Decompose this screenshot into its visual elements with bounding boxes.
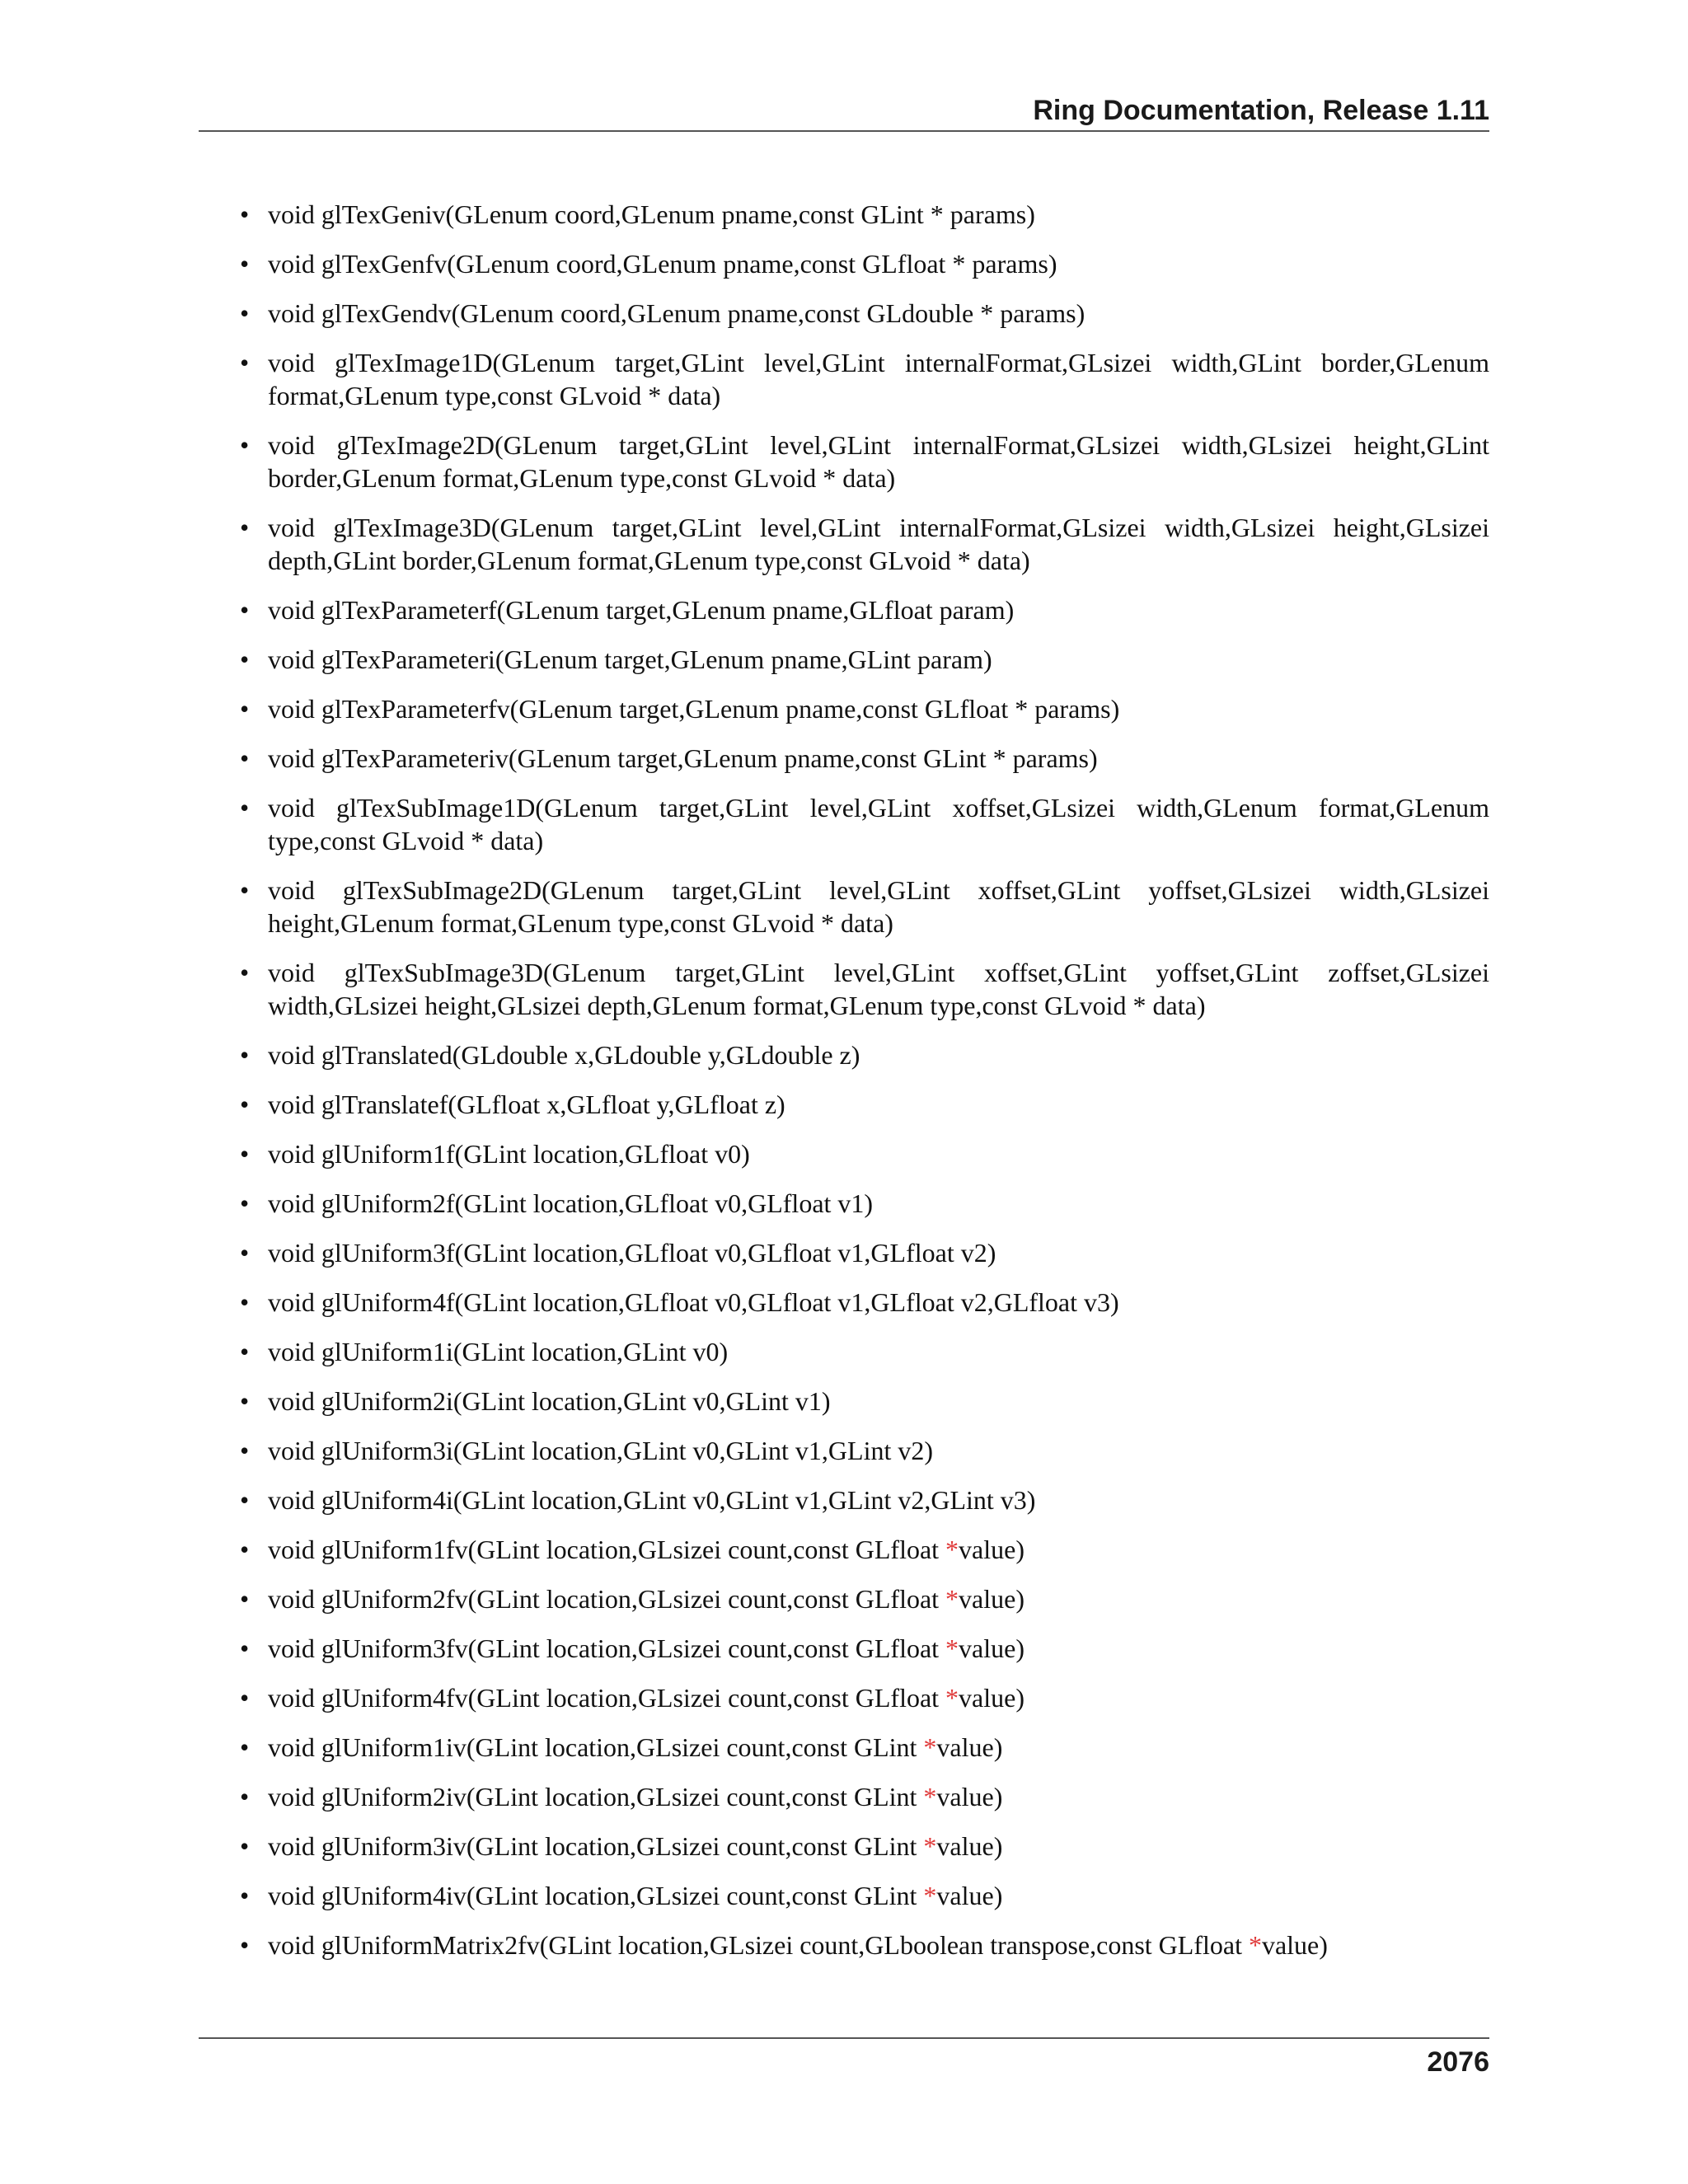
pointer-star-mark: * xyxy=(945,1535,959,1564)
function-signature: void glTexSubImage3D(GLenum target,GLint level,GLint xoffset,GLint yoffset,GLint zoffset,GLsizei width,GLsizei height,GLsizei depth,GLenum format,GLenum type,const GLvoid * data) xyxy=(268,958,1489,1020)
list-item xyxy=(199,1830,1489,1863)
function-signature: void glTranslatef(GLfloat x,GLfloat y,GLfloat z) xyxy=(268,1090,785,1119)
list-item xyxy=(199,1038,1489,1071)
function-signature-start: void glUniform2fv(GLint location,GLsizei count,const GLfloat xyxy=(268,1584,946,1614)
function-signature: void glTranslated(GLdouble x,GLdouble y,GLdouble z) xyxy=(268,1040,860,1070)
function-signature-start: void glUniform3iv(GLint location,GLsizei count,const GLint xyxy=(268,1831,924,1861)
list-item xyxy=(199,247,1489,280)
function-signature: void glTexGendv(GLenum coord,GLenum pname,const GLdouble * params) xyxy=(268,298,1085,328)
pointer-star-mark: * xyxy=(923,1732,937,1762)
function-signature: void glTexGeniv(GLenum coord,GLenum pname,const GLint * params) xyxy=(268,199,1035,229)
function-signature: void glUniform4f(GLint location,GLfloat v0,GLfloat v1,GLfloat v2,GLfloat v3) xyxy=(268,1287,1119,1317)
list-item xyxy=(199,1632,1489,1665)
list-item xyxy=(199,429,1489,494)
function-signature: void glTexParameterf(GLenum target,GLenum pname,GLfloat param) xyxy=(268,595,1015,625)
function-signature: void glUniform4i(GLint location,GLint v0,GLint v1,GLint v2,GLint v3) xyxy=(268,1485,1036,1515)
list-item xyxy=(199,1335,1489,1368)
function-signature-end: value) xyxy=(959,1584,1025,1614)
function-signature: void glTexParameteri(GLenum target,GLenum pname,GLint param) xyxy=(268,644,992,674)
function-signature-start: void glUniform3fv(GLint location,GLsizei count,const GLfloat xyxy=(268,1633,946,1663)
function-signature-end: value) xyxy=(936,1732,1003,1762)
function-signature: void glTexSubImage1D(GLenum target,GLint level,GLint xoffset,GLsizei width,GLenum format,GLenum type,const GLvoid * data) xyxy=(268,793,1489,855)
function-signature-end: value) xyxy=(936,1881,1003,1910)
function-signature-start: void glUniform1iv(GLint location,GLsizei count,const GLint xyxy=(268,1732,924,1762)
list-item xyxy=(199,1286,1489,1319)
function-list-section xyxy=(199,198,1489,1978)
function-signature: void glTexSubImage2D(GLenum target,GLint level,GLint xoffset,GLint yoffset,GLsizei width,GLsizei height,GLenum format,GLenum type,const GLvoid * data) xyxy=(268,875,1489,938)
function-signature-start: void glUniform4iv(GLint location,GLsizei count,const GLint xyxy=(268,1881,924,1910)
list-item xyxy=(199,692,1489,725)
function-signature: void glUniform2f(GLint location,GLfloat v0,GLfloat v1) xyxy=(268,1188,874,1218)
function-signature: void glTexGenfv(GLenum coord,GLenum pname,const GLfloat * params) xyxy=(268,249,1057,279)
function-signature: void glTexImage3D(GLenum target,GLint level,GLint internalFormat,GLsizei width,GLsizei height,GLsizei depth,GLint border,GLenum format,GLenum type,const GLvoid * data) xyxy=(268,513,1489,575)
list-item xyxy=(199,1929,1489,1961)
list-item xyxy=(199,791,1489,857)
function-signature-end: value) xyxy=(1261,1930,1328,1960)
function-signature: void glUniform1i(GLint location,GLint v0) xyxy=(268,1337,729,1366)
list-item xyxy=(199,1236,1489,1269)
list-item xyxy=(199,643,1489,676)
list-item xyxy=(199,1483,1489,1516)
function-signature-end: value) xyxy=(959,1535,1025,1564)
function-signature-start: void glUniform2iv(GLint location,GLsizei count,const GLint xyxy=(268,1782,924,1811)
list-item xyxy=(199,1088,1489,1121)
function-signature: void glUniform3i(GLint location,GLint v0,GLint v1,GLint v2) xyxy=(268,1436,934,1465)
list-item xyxy=(199,1385,1489,1418)
list-item xyxy=(199,346,1489,412)
pointer-star-mark: * xyxy=(923,1881,937,1910)
page-number: 2076 xyxy=(1427,2046,1489,2078)
pointer-star-mark: * xyxy=(923,1831,937,1861)
function-signature-end: value) xyxy=(936,1782,1003,1811)
pointer-star-mark: * xyxy=(1248,1930,1262,1960)
pointer-star-mark: * xyxy=(923,1782,937,1811)
list-item xyxy=(199,1731,1489,1764)
function-signature: void glUniform3f(GLint location,GLfloat v0,GLfloat v1,GLfloat v2) xyxy=(268,1238,996,1268)
list-item xyxy=(199,593,1489,626)
function-signature: void glTexImage2D(GLenum target,GLint level,GLint internalFormat,GLsizei width,GLsizei height,GLint border,GLenum format,GLenum type,const GLvoid * data) xyxy=(268,430,1489,493)
pointer-star-mark: * xyxy=(945,1584,959,1614)
function-signature-start: void glUniformMatrix2fv(GLint location,GLsizei count,GLboolean transpose,const GLfloat xyxy=(268,1930,1249,1960)
list-item xyxy=(199,198,1489,231)
function-signature-list xyxy=(199,198,1489,1961)
function-signature: void glUniform1f(GLint location,GLfloat v0) xyxy=(268,1139,750,1169)
function-signature-end: value) xyxy=(959,1633,1025,1663)
list-item xyxy=(199,1582,1489,1615)
list-item xyxy=(199,1879,1489,1912)
function-signature-end: value) xyxy=(959,1683,1025,1713)
pointer-star-mark: * xyxy=(945,1633,959,1663)
list-item xyxy=(199,1780,1489,1813)
list-item xyxy=(199,956,1489,1022)
footer-divider xyxy=(199,2037,1489,2039)
list-item xyxy=(199,1533,1489,1566)
header-divider xyxy=(199,130,1489,132)
function-signature-end: value) xyxy=(936,1831,1003,1861)
function-signature: void glTexImage1D(GLenum target,GLint level,GLint internalFormat,GLsizei width,GLint border,GLenum format,GLenum type,const GLvoid * data) xyxy=(268,348,1489,410)
page-header-title: Ring Documentation, Release 1.11 xyxy=(1033,95,1489,126)
pointer-star-mark: * xyxy=(945,1683,959,1713)
list-item xyxy=(199,1681,1489,1714)
list-item xyxy=(199,1137,1489,1170)
function-signature: void glUniform2i(GLint location,GLint v0,GLint v1) xyxy=(268,1386,831,1416)
function-signature: void glTexParameteriv(GLenum target,GLenum pname,const GLint * params) xyxy=(268,743,1098,773)
list-item xyxy=(199,1187,1489,1220)
function-signature-start: void glUniform4fv(GLint location,GLsizei count,const GLfloat xyxy=(268,1683,946,1713)
list-item xyxy=(199,297,1489,330)
list-item xyxy=(199,874,1489,940)
function-signature: void glTexParameterfv(GLenum target,GLenum pname,const GLfloat * params) xyxy=(268,694,1120,724)
list-item xyxy=(199,742,1489,775)
function-signature-start: void glUniform1fv(GLint location,GLsizei count,const GLfloat xyxy=(268,1535,946,1564)
list-item xyxy=(199,511,1489,577)
list-item xyxy=(199,1434,1489,1467)
